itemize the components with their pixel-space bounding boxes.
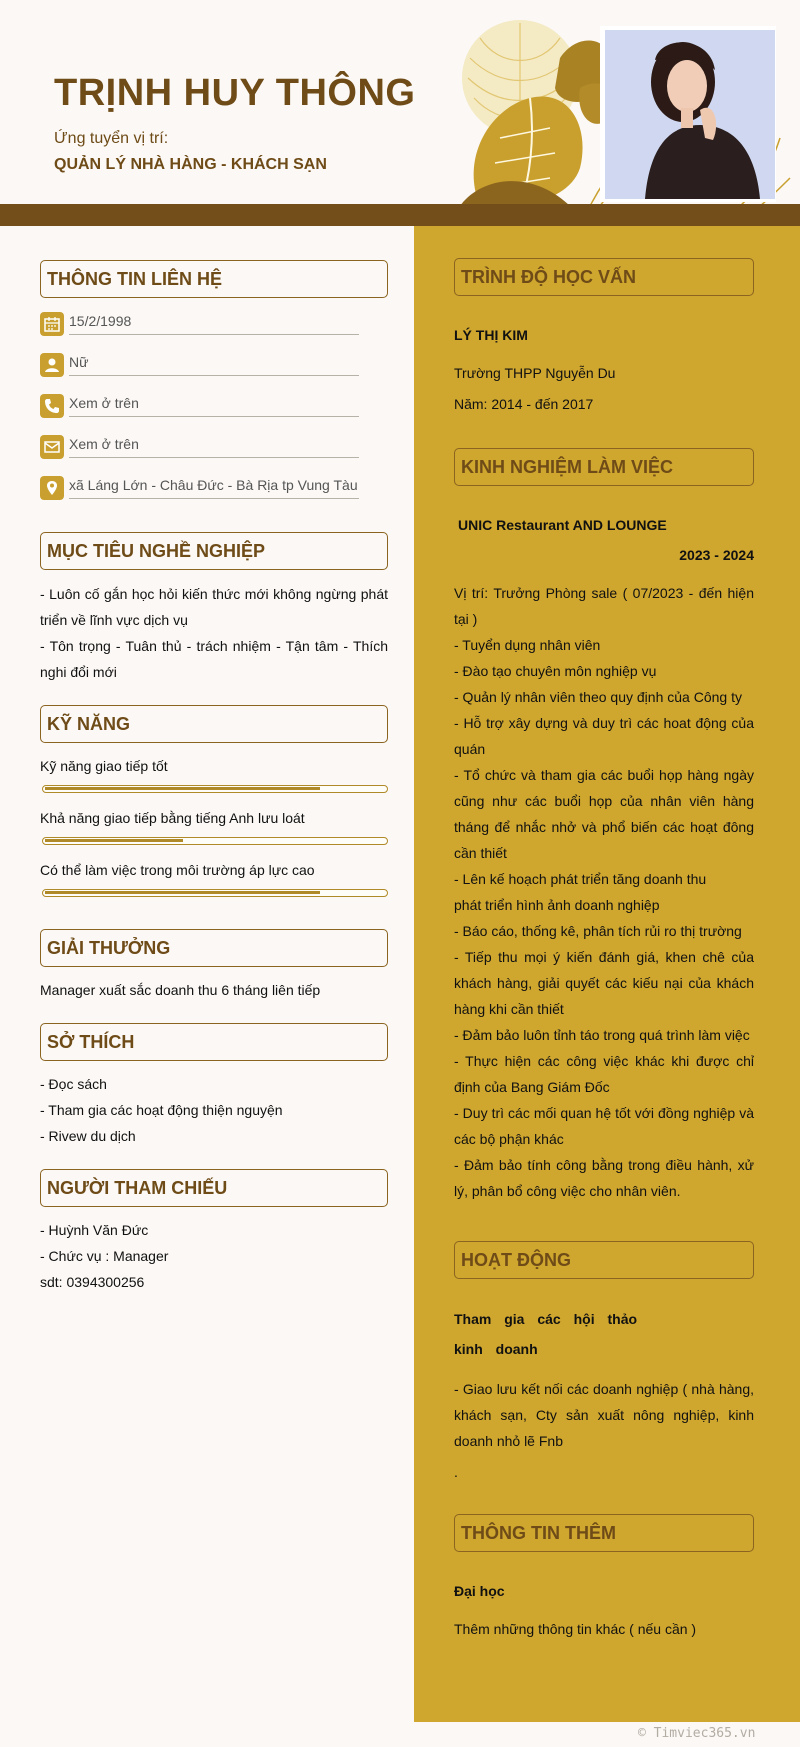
watermark: © Timviec365.vn: [638, 1726, 756, 1741]
experience-duty: phát triển hình ảnh doanh nghiệp: [454, 897, 660, 913]
section-title-references: NGƯỜI THAM CHIẾU: [40, 1169, 388, 1207]
calendar-icon: [40, 312, 64, 336]
contact-value: Xem ở trên: [69, 433, 359, 458]
skill-bar: [42, 785, 388, 793]
education-years: Năm: 2014 - đến 2017: [454, 396, 594, 412]
section-title-activities: HOẠT ĐỘNG: [454, 1241, 754, 1279]
activity-heading: Tham gia các hội thảo kinh doanh: [454, 1311, 638, 1357]
reference-line: - Chức vụ : Manager: [40, 1248, 169, 1264]
section-title-extra: THÔNG TIN THÊM: [454, 1514, 754, 1552]
experience-duty: - Đảm bảo luôn tỉnh táo trong quá trình làm việc: [454, 1027, 750, 1043]
experience-position: Vị trí: Trưởng Phòng sale ( 07/2023 - đến hiện tại ): [454, 585, 754, 627]
section-title-experience: KINH NGHIỆM LÀM VIỆC: [454, 448, 754, 486]
contact-row-address: [40, 474, 360, 506]
envelope-icon: [40, 435, 64, 459]
skill-label: Có thể làm việc trong môi trường áp lực cao: [40, 862, 315, 878]
skill-fill: [45, 787, 320, 790]
education-name: LÝ THỊ KIM: [454, 327, 528, 343]
contact-row-phone: [40, 392, 360, 424]
contact-row-birthdate: [40, 310, 360, 342]
experience-duty: - Quản lý nhân viên theo quy định của Công ty: [454, 689, 742, 705]
experience-duty: - Đào tạo chuyên môn nghiệp vụ: [454, 663, 657, 679]
education-school: Trường THPP Nguyễn Du: [454, 365, 616, 381]
experience-duty: - Lên kế hoạch phát triển tăng doanh thu: [454, 871, 707, 887]
section-title-hobbies: SỞ THÍCH: [40, 1023, 388, 1061]
apply-position: QUẢN LÝ NHÀ HÀNG - KHÁCH SẠN: [54, 156, 327, 173]
experience-duty: - Tuyển dụng nhân viên: [454, 637, 601, 653]
skill-fill: [45, 891, 320, 894]
section-title-objective: MỤC TIÊU NGHỀ NGHIỆP: [40, 532, 388, 570]
experience-duty: - Báo cáo, thống kê, phân tích rủi ro thị trường: [454, 923, 742, 939]
activity-text: - Giao lưu kết nối các doanh nghiệp ( nhà hàng, khách sạn, Cty sản xuất nông nghiệp, kinh doanh nhỏ lẽ Fnb: [454, 1381, 754, 1449]
skill-fill: [45, 839, 183, 842]
skill-bar: [42, 837, 388, 845]
experience-duty: - Duy trì các mối quan hệ tốt với đồng nghiệp và các bộ phận khác: [454, 1105, 754, 1147]
experience-duty: - Đảm bảo tính công bằng trong điều hành, xử lý, phân bổ công việc cho nhân viên.: [454, 1157, 754, 1199]
skill-bar: [42, 889, 388, 897]
experience-period: 2023 - 2024: [679, 547, 754, 563]
experience-duty: - Tiếp thu mọi ý kiến đánh giá, khen chê của khách hàng, giải quyết các kiếu nại của khách hàng khi cần thiết: [454, 949, 754, 1017]
contact-value: Nữ: [69, 351, 359, 376]
reference-line: - Huỳnh Văn Đức: [40, 1222, 149, 1238]
apply-label: Ứng tuyển vị trí:: [54, 130, 169, 147]
hobby-item: - Rivew du dịch: [40, 1128, 136, 1144]
extra-heading: Đại học: [454, 1583, 505, 1599]
reference-line: sdt: 0394300256: [40, 1274, 145, 1290]
contact-value: 15/2/1998: [69, 310, 359, 335]
profile-photo: [605, 30, 775, 199]
section-title-education: TRÌNH ĐỘ HỌC VẤN: [454, 258, 754, 296]
section-title-contact: THÔNG TIN LIÊN HỆ: [40, 260, 388, 298]
candidate-name: TRỊNH HUY THÔNG: [54, 72, 416, 114]
objective-line: - Luôn cố gắn học hỏi kiến thức mới không ngừng phát triển về lĩnh vực dịch vụ: [40, 586, 388, 628]
experience-duty: - Thực hiện các công việc khác khi được chỉ định của Bang Giám Đốc: [454, 1053, 754, 1095]
experience-company: UNIC Restaurant AND LOUNGE: [458, 517, 667, 533]
skill-label: Khả năng giao tiếp bằng tiếng Anh lưu loát: [40, 810, 305, 826]
experience-duty: - Hỗ trợ xây dựng và duy trì các hoat động của quán: [454, 715, 754, 757]
contact-value: xã Láng Lớn - Châu Đức - Bà Rịa tp Vung Tàu: [69, 474, 359, 499]
contact-row-email: [40, 433, 360, 465]
person-icon: [40, 353, 64, 377]
skill-label: Kỹ năng giao tiếp tốt: [40, 758, 168, 774]
activity-dot: .: [454, 1464, 458, 1480]
hobby-item: - Đọc sách: [40, 1076, 107, 1092]
award-text: Manager xuất sắc doanh thu 6 tháng liên tiếp: [40, 982, 321, 998]
header-divider-bar: [0, 204, 800, 226]
extra-text: Thêm những thông tin khác ( nếu cần ): [454, 1621, 697, 1637]
contact-value: Xem ở trên: [69, 392, 359, 417]
section-title-skills: KỸ NĂNG: [40, 705, 388, 743]
right-column: [414, 226, 800, 1722]
phone-icon: [40, 394, 64, 418]
hobby-item: - Tham gia các hoạt động thiện nguyện: [40, 1102, 283, 1118]
contact-row-gender: [40, 351, 360, 383]
experience-duty: - Tổ chức và tham gia các buổi họp hàng ngày cũng như các buổi họp của nhân viên hàng tháng để nhắc nhở và phổ biến các hoạt đông cần thiết: [454, 767, 754, 861]
section-title-awards: GIẢI THƯỞNG: [40, 929, 388, 967]
location-icon: [40, 476, 64, 500]
cv-header: [0, 0, 800, 204]
objective-line: - Tôn trọng - Tuân thủ - trách nhiệm - Tận tâm - Thích nghi đổi mới: [40, 638, 388, 680]
left-column: [0, 226, 414, 1726]
